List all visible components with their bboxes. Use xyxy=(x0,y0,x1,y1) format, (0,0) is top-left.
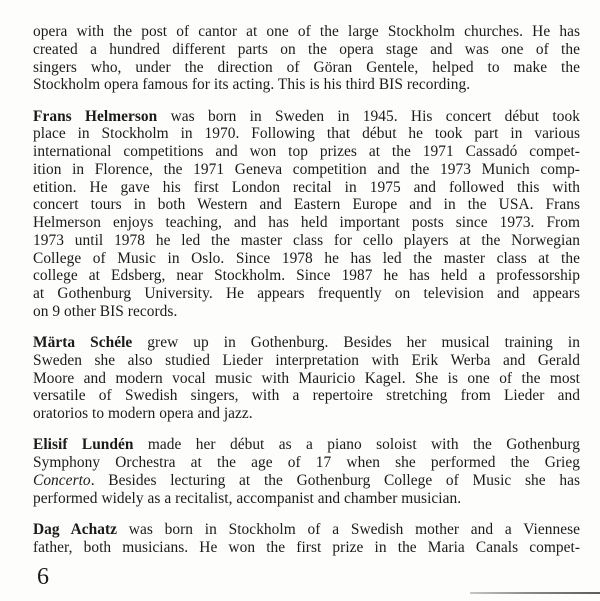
text-line xyxy=(33,125,580,143)
text-segment: versatile of Swedish singers, with a repertoire stretching from Lieder and xyxy=(33,387,580,405)
text-segment: opera with the post of cantor at one of the large Stockholm churches. He has xyxy=(33,23,580,40)
text-line xyxy=(33,370,580,388)
person-name: Elisif Lundén xyxy=(33,436,134,454)
text-segment: performed widely as a recitalist, accompanist and chamber musician. xyxy=(33,489,462,507)
text-line xyxy=(33,196,580,214)
text-segment: etition. He gave his first London recital in 1975 and followed this with xyxy=(33,178,580,196)
paragraph xyxy=(33,521,580,557)
text-line xyxy=(33,285,580,303)
text-segment: 1973 until 1978 he led the master class for cello players at the Norwegian xyxy=(33,231,580,249)
text-line xyxy=(33,334,580,352)
text-line xyxy=(33,303,580,321)
text-line xyxy=(33,436,580,454)
text-segment: oratorios to modern opera and jazz. xyxy=(33,405,253,422)
text-segment: ition in Florence, the 1971 Geneva competition and the 1973 Munich comp- xyxy=(33,160,580,178)
text-segment: Moore and modern vocal music with Mauricio Kagel. She is one of the most xyxy=(33,369,580,387)
text-segment: was born in Sweden in 1945. His concert début took xyxy=(157,107,580,125)
text-line xyxy=(33,267,580,285)
text-line xyxy=(33,387,580,405)
text-line xyxy=(33,521,580,539)
text-segment: Symphony Orchestra at the age of 17 when she performed the Grieg xyxy=(33,454,580,471)
text-segment: college at Edsberg, near Stockholm. Since 1987 he has held a professorship xyxy=(33,267,580,285)
text-line xyxy=(33,76,580,94)
paragraph xyxy=(33,436,580,507)
text-segment: Sweden she also studied Lieder interpretation with Erik Werba and Gerald xyxy=(33,351,580,369)
text-segment: grew up in Gothenburg. Besides her musical training in xyxy=(132,334,580,351)
text-line xyxy=(33,41,580,59)
text-line xyxy=(33,232,580,250)
text-segment: . Besides lecturing at the Gothenburg College of Music she has xyxy=(90,471,580,489)
text-segment: made her début as a piano soloist with the Gothenburg xyxy=(133,436,580,454)
text-line xyxy=(33,161,580,179)
text-line xyxy=(33,179,580,197)
italic-text: Concerto xyxy=(33,471,91,489)
text-line xyxy=(33,352,580,370)
text-line xyxy=(33,539,580,557)
text-segment: created a hundred different parts on the opera stage and was one of the xyxy=(33,40,580,58)
text-segment: at Gothenburg University. He appears frequently on television and appears xyxy=(33,285,580,302)
paragraph xyxy=(33,23,580,94)
text-segment: concert tours in both Western and Eastern Europe and in the USA. Frans xyxy=(33,196,580,214)
text-segment: on 9 other BIS records. xyxy=(33,302,178,320)
text-line xyxy=(33,490,580,508)
text-segment: College of Music in Oslo. Since 1978 he has led the master class at the xyxy=(33,249,580,267)
body-text xyxy=(33,23,580,570)
text-segment: singers who, under the direction of Göran Gentele, helped to make the xyxy=(33,58,580,76)
paragraph xyxy=(33,108,580,321)
text-line xyxy=(33,143,580,161)
text-line xyxy=(33,472,580,490)
text-line xyxy=(33,250,580,268)
text-line xyxy=(33,454,580,472)
text-line xyxy=(33,214,580,232)
person-name: Frans Helmerson xyxy=(33,107,158,125)
text-line xyxy=(33,23,580,41)
text-line xyxy=(33,59,580,77)
paragraph xyxy=(33,334,580,423)
text-line xyxy=(33,108,580,126)
text-segment: was born in Stockholm of a Swedish mother and a Viennese xyxy=(117,520,580,538)
text-line xyxy=(33,405,580,423)
text-segment: place in Stockholm in 1970. Following that début he took part in various xyxy=(33,125,580,143)
page-number: 6 xyxy=(37,564,49,590)
text-segment: international competitions and won top prizes at the 1971 Cassadó compet- xyxy=(33,143,580,160)
person-name: Märta Schéle xyxy=(33,334,133,351)
scan-artifact-line xyxy=(470,592,600,594)
person-name: Dag Achatz xyxy=(33,520,118,538)
text-segment: Stockholm opera famous for its acting. This is his third BIS recording. xyxy=(33,76,471,94)
text-segment: father, both musicians. He won the first prize in the Maria Canals compet- xyxy=(33,538,580,556)
text-segment: Helmerson enjoys teaching, and has held important posts since 1973. From xyxy=(33,214,580,231)
